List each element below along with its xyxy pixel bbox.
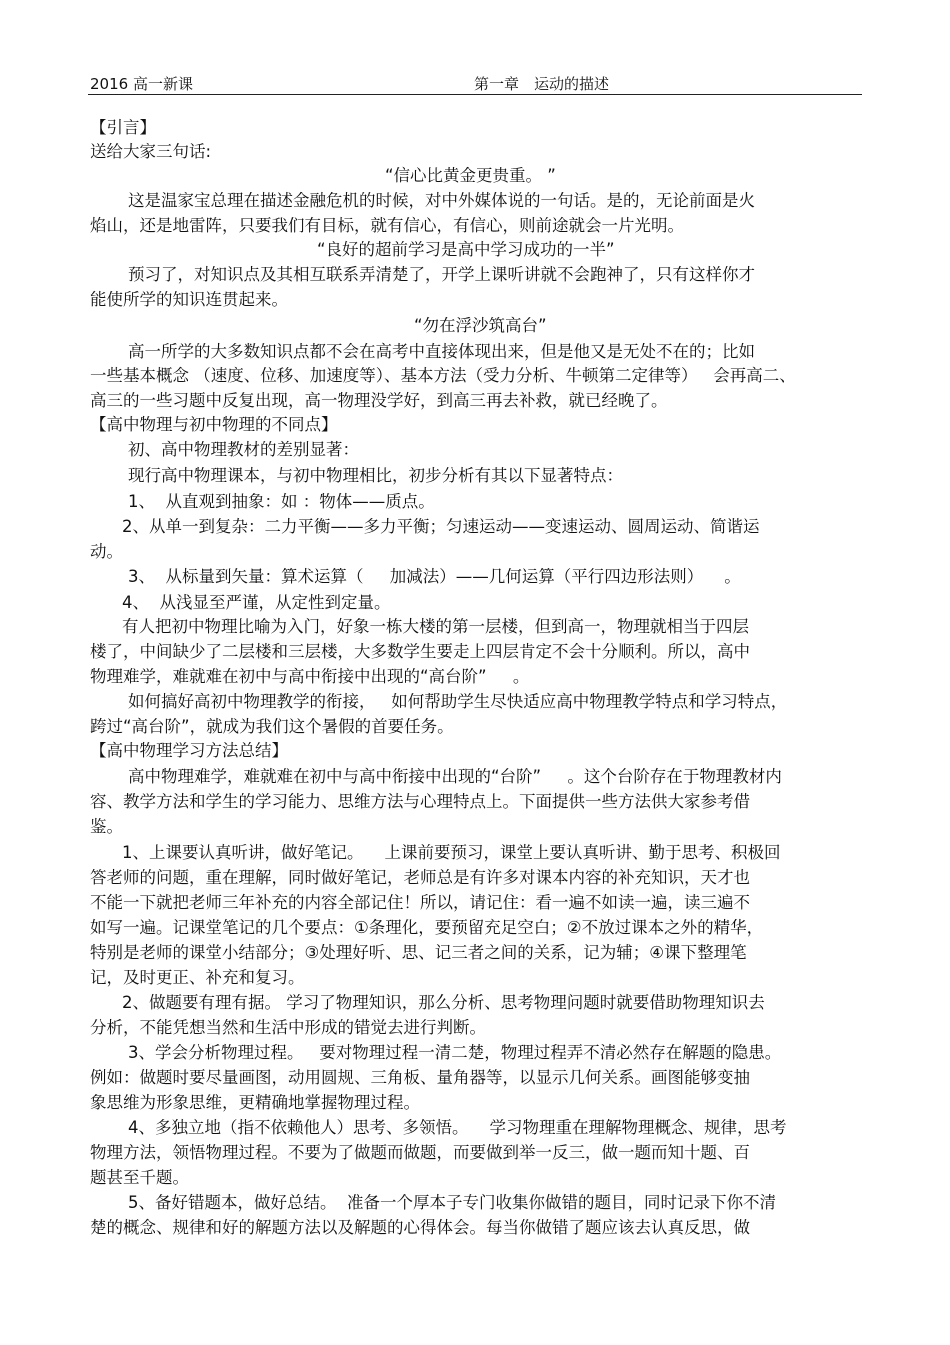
text-line: 记，及时更正、补充和复习。 (90, 968, 305, 987)
text-line: 分析，不能凭想当然和生活中形成的错觉去进行判断。 (90, 1018, 486, 1037)
text-line: 初、高中物理教材的差别显著： (128, 440, 359, 459)
list-item: 3、 从标量到矢量：算术运算（ 加减法）——几何运算（平行四边形法则） 。 (128, 567, 741, 586)
text-line: 物理难学，难就难在初中与高中衔接中出现的“高台阶” 。 (90, 667, 530, 686)
text-line: 一些基本概念 （速度、位移、加速度等）、基本方法（受力分析、牛顿第二定律等） 会再高二、 (90, 366, 796, 385)
section-heading: 【引言】 (90, 118, 156, 137)
quote-line: “勿在浮沙筑高台” (414, 316, 547, 335)
text-line: 物理方法，领悟物理过程。不要为了做题而做题，而要做到举一反三，做一题而知十题、百 (90, 1143, 750, 1162)
text-line: 动。 (90, 542, 123, 561)
text-line: 4、多独立地（指不依赖他人）思考、多领悟。 学习物理重在理解物理概念、规律，思考 (128, 1118, 787, 1137)
text-line: 3、学会分析物理过程。 要对物理过程一清二楚，物理过程弄不清必然存在解题的隐患。 (128, 1043, 782, 1062)
text-line: 高三的一些习题中反复出现，高一物理没学好，到高三再去补救，就已经晚了。 (90, 391, 668, 410)
text-line: 鉴。 (90, 817, 123, 836)
page-header-chapter: 第一章 运动的描述 (474, 75, 610, 93)
list-item: 2、从单一到复杂：二力平衡——多力平衡；匀速运动——变速运动、圆周运动、简谐运 (122, 517, 760, 536)
text-line: 跨过“高台阶”，就成为我们这个暑假的首要任务。 (90, 717, 454, 736)
text-line: 象思维为形象思维，更精确地掌握物理过程。 (90, 1093, 420, 1112)
page-header-left: 2016 高一新课 (90, 75, 193, 93)
text-line: 送给大家三句话: (90, 142, 212, 161)
text-line: 高中物理难学，难就难在初中与高中衔接中出现的“台阶” 。这个台阶存在于物理教材内 (128, 767, 782, 786)
text-line: 有人把初中物理比喻为入门，好象一栋大楼的第一层楼，但到高一，物理就相当于四层 (122, 617, 749, 636)
text-line: 例如：做题时要尽量画图，动用圆规、三角板、量角器等，以显示几何关系。画图能够变抽 (90, 1068, 750, 1087)
list-item: 4、 从浅显至严谨，从定性到定量。 (122, 593, 391, 612)
text-line: 题甚至千题。 (90, 1168, 189, 1187)
text-line: 预习了，对知识点及其相互联系弄清楚了，开学上课听讲就不会跑神了，只有这样你才 (128, 265, 755, 284)
text-line: 1、上课要认真听讲，做好笔记。 上课前要预习，课堂上要认真听讲、勤于思考、积极回 (122, 843, 781, 862)
text-line: 这是温家宝总理在描述金融危机的时候，对中外媒体说的一句话。是的，无论前面是火 (128, 191, 755, 210)
text-line: 特别是老师的课堂小结部分；③处理好听、思、记三者之间的关系，记为辅；④课下整理笔 (90, 943, 747, 962)
list-item: 1、 从直观到抽象：如 ：物体——质点。 (128, 492, 435, 511)
text-line: 高一所学的大多数知识点都不会在高考中直接体现出来，但是他又是无处不在的；比如 (128, 342, 755, 361)
text-line: 容、教学方法和学生的学习能力、思维方法与心理特点上。下面提供一些方法供大家参考借 (90, 792, 750, 811)
text-line: 焰山，还是地雷阵，只要我们有目标，就有信心，有信心，则前途就会一片光明。 (90, 216, 684, 235)
text-line: 现行高中物理课本，与初中物理相比，初步分析有其以下显著特点： (128, 466, 623, 485)
header-divider (88, 94, 862, 95)
text-line: 2、做题要有理有据。 学习了物理知识，那么分析、思考物理问题时就要借助物理知识去 (122, 993, 765, 1012)
text-line: 如何搞好高初中物理教学的衔接， 如何帮助学生尽快适应高中物理教学特点和学习特点， (128, 692, 788, 711)
quote-line: “良好的超前学习是高中学习成功的一半” (317, 240, 615, 259)
text-line: 答老师的问题，重在理解，同时做好笔记，老师总是有许多对课本内容的补充知识，天才也 (90, 868, 750, 887)
text-line: 楼了，中间缺少了二层楼和三层楼，大多数学生要走上四层肯定不会十分顺利。所以，高中 (90, 642, 750, 661)
quote-line: “信心比黄金更贵重。 ” (385, 166, 556, 185)
section-heading: 【高中物理学习方法总结】 (90, 741, 288, 760)
text-line: 楚的概念、规律和好的解题方法以及解题的心得体会。每当你做错了题应该去认真反思，做 (90, 1218, 750, 1237)
text-line: 5、备好错题本，做好总结。 准备一个厚本子专门收集你做错的题目，同时记录下你不清 (128, 1193, 776, 1212)
text-line: 能使所学的知识连贯起来。 (90, 290, 288, 309)
section-heading: 【高中物理与初中物理的不同点】 (90, 415, 338, 434)
text-line: 不能一下就把老师三年补充的内容全部记住！所以，请记住：看一遍不如读一遍，读三遍不 (90, 893, 750, 912)
text-line: 如写一遍。记课堂笔记的几个要点：①条理化，要预留充足空白；②不放过课本之外的精华， (90, 918, 764, 937)
